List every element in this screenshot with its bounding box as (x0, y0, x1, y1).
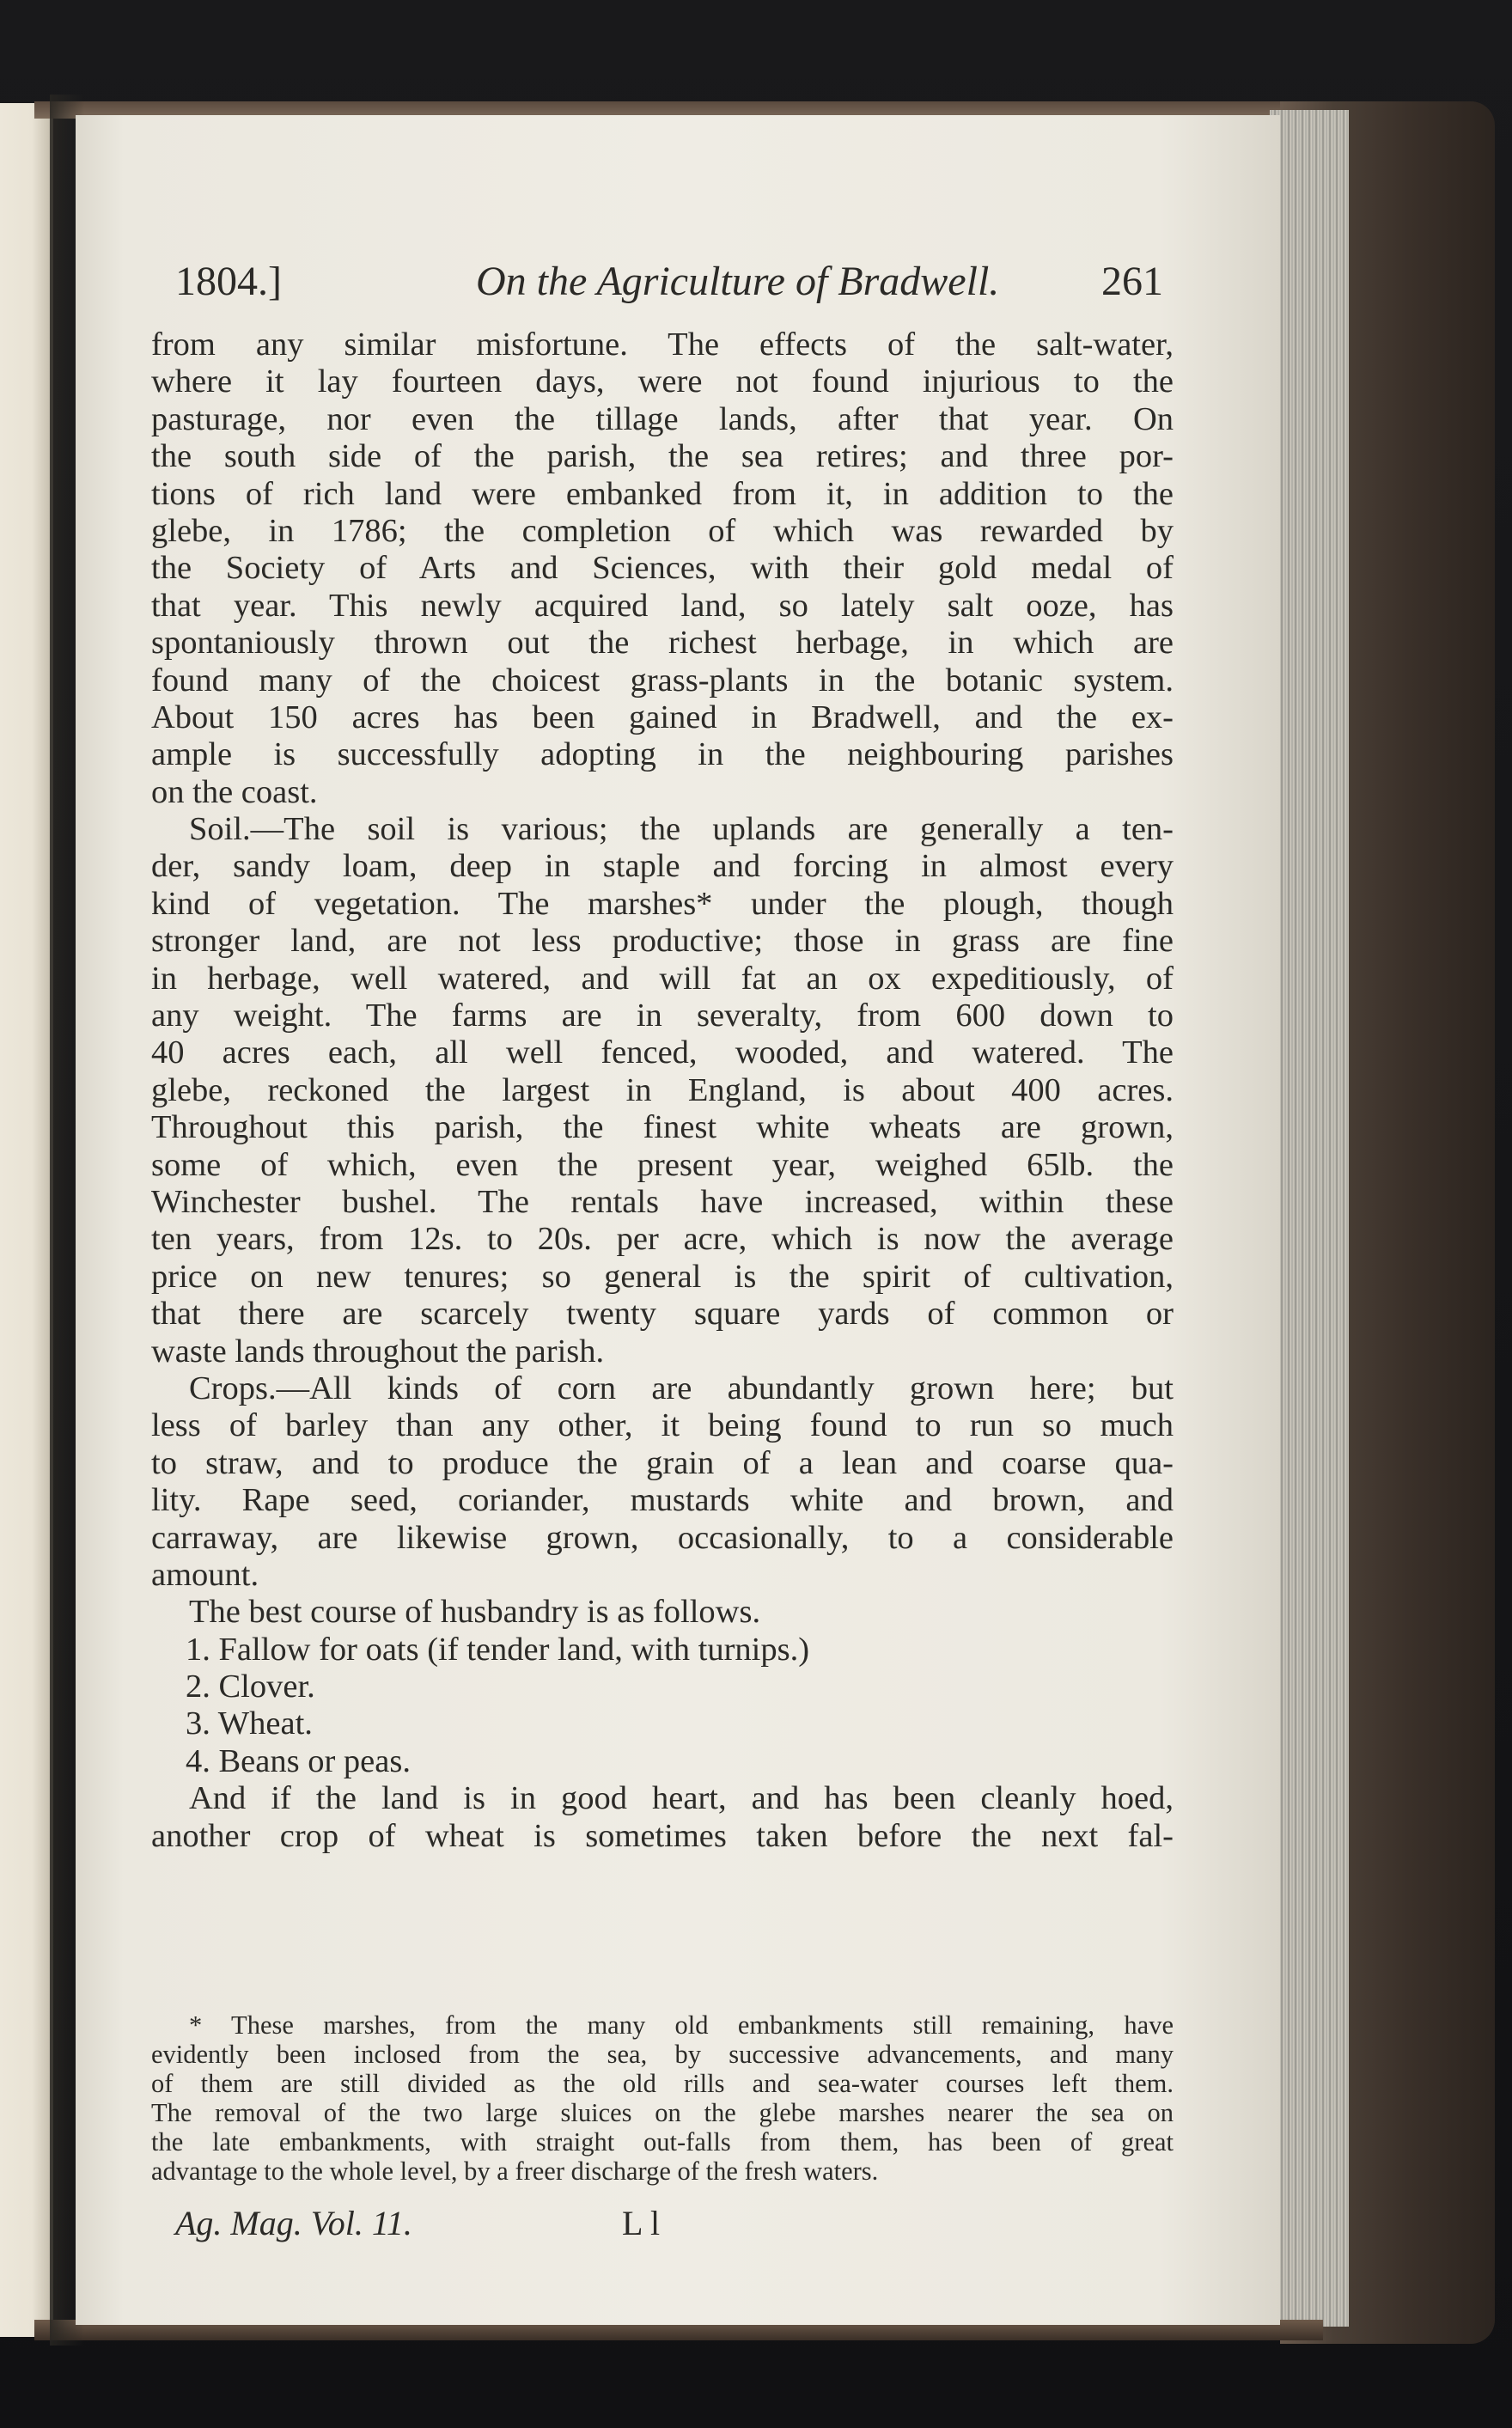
text-line: carraway, are likewise grown, occasionally, to a considerable (151, 1519, 1174, 1556)
text-line: waste lands throughout the parish. (151, 1333, 605, 1370)
text-line: ten years, from 12s. to 20s. per acre, which is now the average (151, 1221, 1174, 1258)
text-line: 40 acres each, all well fenced, wooded, and watered. The (151, 1034, 1174, 1071)
text-line: another crop of wheat is sometimes taken before the next fal- (151, 1817, 1174, 1854)
text-line: in herbage, well watered, and will fat an ox expeditiously, of (151, 960, 1174, 997)
text-line: where it lay fourteen days, were not found injurious to the (151, 363, 1174, 400)
footnote-line: * These marshes, from the many old embankments still remaining, have (189, 2010, 1174, 2040)
text-line: pasturage, nor even the tillage lands, after that year. On (151, 400, 1174, 437)
course-item: 1. Fallow for oats (if tender land, with turnips.) (186, 1631, 810, 1668)
text-line: the Society of Arts and Sciences, with their gold medal of (151, 550, 1174, 587)
book-page (76, 115, 1280, 2325)
magazine-volume: Ag. Mag. Vol. 11. (175, 2204, 412, 2242)
page-edges (1270, 110, 1349, 2327)
left-page-edge (0, 103, 53, 2337)
text-line: from any similar misfortune. The effects of the salt-water, (151, 326, 1174, 363)
text-line: some of which, even the present year, weighed 65lb. the (151, 1146, 1174, 1183)
header-title: On the Agriculture of Bradwell. (476, 259, 1000, 304)
text-line: lity. Rape seed, coriander, mustards white and brown, and (151, 1482, 1174, 1519)
text-line: to straw, and to produce the grain of a lean and coarse qua- (151, 1444, 1174, 1481)
text-line-crops: Crops.—All kinds of corn are abundantly grown here; but (189, 1370, 1174, 1406)
course-item: 4. Beans or peas. (186, 1742, 411, 1779)
text-line: amount. (151, 1556, 259, 1593)
footnote (151, 2010, 1174, 2186)
text-line: Winchester bushel. The rentals have increased, within these (151, 1183, 1174, 1220)
text-line: less of barley than any other, it being found to run so much (151, 1407, 1174, 1444)
text-line: tions of rich land were embanked from it, in addition to the (151, 475, 1174, 512)
body-text (151, 326, 1174, 1855)
text-line-soil: Soil.—The soil is various; the uplands are generally a ten- (189, 811, 1174, 848)
text-line: Throughout this parish, the finest white wheats are grown, (151, 1109, 1174, 1146)
course-item: 3. Wheat. (186, 1705, 313, 1742)
page-number: 261 (1101, 259, 1163, 304)
text-line: glebe, reckoned the largest in England, is about 400 acres. (151, 1071, 1174, 1108)
footnote-line: evidently been inclosed from the sea, by successive advancements, and many (151, 2040, 1174, 2069)
header-year: 1804.] (175, 259, 282, 304)
text-line: der, sandy loam, deep in staple and forcing in almost every (151, 848, 1174, 885)
text-line: glebe, in 1786; the completion of which was rewarded by (151, 512, 1174, 549)
text-line: price on new tenures; so general is the spirit of cultivation, (151, 1258, 1174, 1295)
text-line: ample is successfully adopting in the neighbouring parishes (151, 736, 1174, 773)
running-header (175, 258, 1163, 318)
text-line: that there are scarcely twenty square yards of common or (151, 1296, 1174, 1333)
signature-mark: L l (622, 2204, 661, 2242)
text-line: kind of vegetation. The marshes* under the plough, though (151, 885, 1174, 922)
footnote-line: The removal of the two large sluices on the glebe marshes nearer the sea on (151, 2098, 1174, 2127)
text-line: that year. This newly acquired land, so lately salt ooze, has (151, 587, 1174, 624)
text-line: on the coast. (151, 773, 318, 810)
text-line: the south side of the parish, the sea retires; and three por- (151, 438, 1174, 475)
text-line: About 150 acres has been gained in Bradwell, and the ex- (151, 699, 1174, 735)
course-item: 2. Clover. (186, 1668, 315, 1705)
footnote-line: advantage to the whole level, by a freer discharge of the fresh waters. (151, 2157, 879, 2186)
text-line-course-intro: The best course of husbandry is as follows. (189, 1594, 761, 1631)
signature-line (175, 2203, 863, 2254)
text-line: any weight. The farms are in severalty, from 600 down to (151, 997, 1174, 1034)
text-line: stronger land, are not less productive; those in grass are fine (151, 923, 1174, 960)
footnote-line: the late embankments, with straight out-falls from them, has been of great (151, 2127, 1174, 2157)
text-line: And if the land is in good heart, and has been cleanly hoed, (189, 1780, 1174, 1817)
footnote-line: of them are still divided as the old rills and sea-water courses left them. (151, 2069, 1174, 2098)
text-line: found many of the choicest grass-plants in the botanic system. (151, 662, 1174, 699)
text-line: spontaniously thrown out the richest herbage, in which are (151, 625, 1174, 662)
